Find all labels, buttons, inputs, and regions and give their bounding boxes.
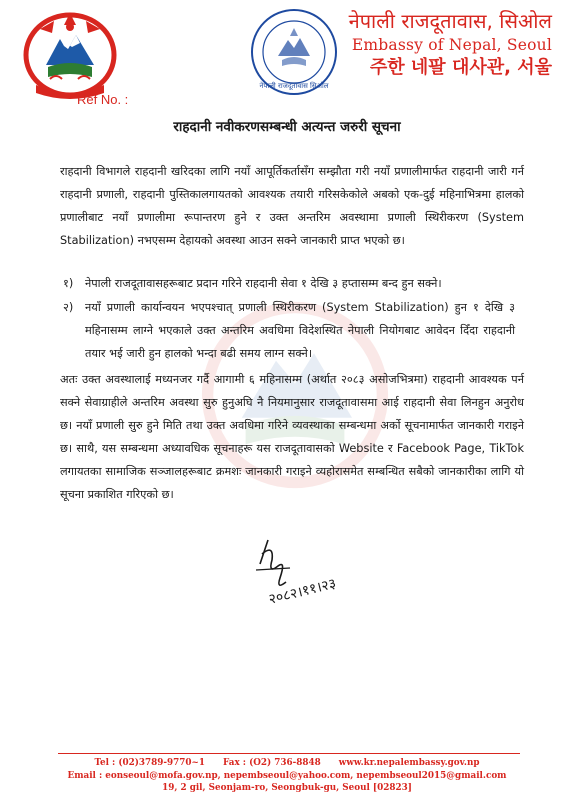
list-item (63, 296, 523, 365)
embassy-name-korean: 주한 네팔 대사관, 서울 (369, 57, 552, 78)
embassy-name-english: Embassy of Nepal, Seoul (351, 36, 552, 54)
list-item-number: २) (63, 301, 74, 314)
footer-tel: Tel : (02)3789-9770~1 (94, 758, 206, 768)
list-item-text: नेपाली राजदूतावासहरूबाट प्रदान गरिने राहदानी सेवा १ देखि ३ हप्तासम्म बन्द हुन सक्ने। (85, 277, 442, 290)
footer-divider (58, 753, 520, 754)
notice-title: राहदानी नवीकरणसम्बन्धी अत्यन्त जरुरी सूचना (173, 119, 401, 135)
list-item (63, 272, 523, 295)
footer-email[interactable]: Email : eonseoul@mofa.gov.np, nepembseoul@yahoo.com, nepembseoul2015@gmail.com (67, 770, 507, 781)
list-item-number: १) (63, 277, 74, 290)
footer (0, 757, 574, 795)
signature (250, 530, 380, 622)
paragraph-intro: राहदानी विभागले राहदानी खरिदका लागि नयाँ आपूर्तिकर्तासँग सम्झौता गरी नयाँ प्रणालीमार्फत राहदानी जारी गर्न राहदानी प्रणाली, राहदानी पुस्तिकालगायतको आवश्यक तयारी गरिसकेकोले अबको एक-दुई महिनाभित्रमा हालको प्रणालीबाट नयाँ प्रणालीमा रूपान्तरण हुने र उक्त अन्तरिम अवस्थामा प्रणाली स्थिरीकरण (System Stabilization) नभएसम्म देहायको अवस्था आउन सक्ने जानकारी प्राप्त भएको छ। (60, 165, 524, 247)
list-item-text: नयाँ प्रणाली कार्यान्वयन भएपश्चात् प्रणाली स्थिरीकरण (System Stabilization) हुन १ देखि ३ महिनासम्म लाग्ने भएकाले उक्त अन्तरिम अवधिमा विदेशस्थित नेपाली नियोगबाट आवेदन दिँदा राहदानी तयार भई जारी हुन हालको भन्दा बढी समय लाग्न सक्ने। (85, 301, 515, 360)
signature-date: २०८२।११।२३ (267, 575, 338, 608)
footer-fax: Fax : (O2) 736-8848 (223, 758, 321, 768)
footer-address: 19, 2 gil, Seonjam-ro, Seongbuk-gu, Seoul [02823] (162, 783, 412, 793)
embassy-seal-icon (248, 6, 340, 98)
nepal-emblem-icon (20, 5, 120, 101)
ref-number-label: Ref No. : (77, 92, 129, 107)
seal-text: नेपाली राजदूतावास सिओल (259, 82, 329, 90)
embassy-header (349, 8, 552, 80)
embassy-name-nepali: नेपाली राजदूतावास, सिओल (348, 9, 552, 33)
footer-website[interactable]: www.kr.nepalembassy.gov.np (338, 758, 480, 768)
paragraph-request: अतः उक्त अवस्थालाई मध्यनजर गर्दै आगामी ६ महिनासम्म (अर्थात २०८३ असोजभित्रमा) राहदानी आवश्यक पर्न सक्ने सेवाग्राहीले अन्तरिम अवस्था सुरु हुनुअघि नै नियमानुसार राजदूतावासमा आई राहदानी सेवा लिनहुन अनुरोध छ। नयाँ प्रणाली सुरु हुने मिति तथा उक्त अवधिमा गरिने व्यवस्थाका सम्बन्धमा अर्को सूचनामार्फत जानकारी गराइने छ। साथै, यस सम्बन्धमा अध्यावधिक सूचनाहरू यस राजदूतावासको Website र Facebook Page, TikTok लगायतका सामाजिक सञ्जालहरूबाट क्रमशः जानकारी गराइने व्यहोरासमेत सम्बन्धित सबैको जानकारीका लागि यो सूचना प्रकाशित गरिएको छ। (60, 373, 524, 501)
